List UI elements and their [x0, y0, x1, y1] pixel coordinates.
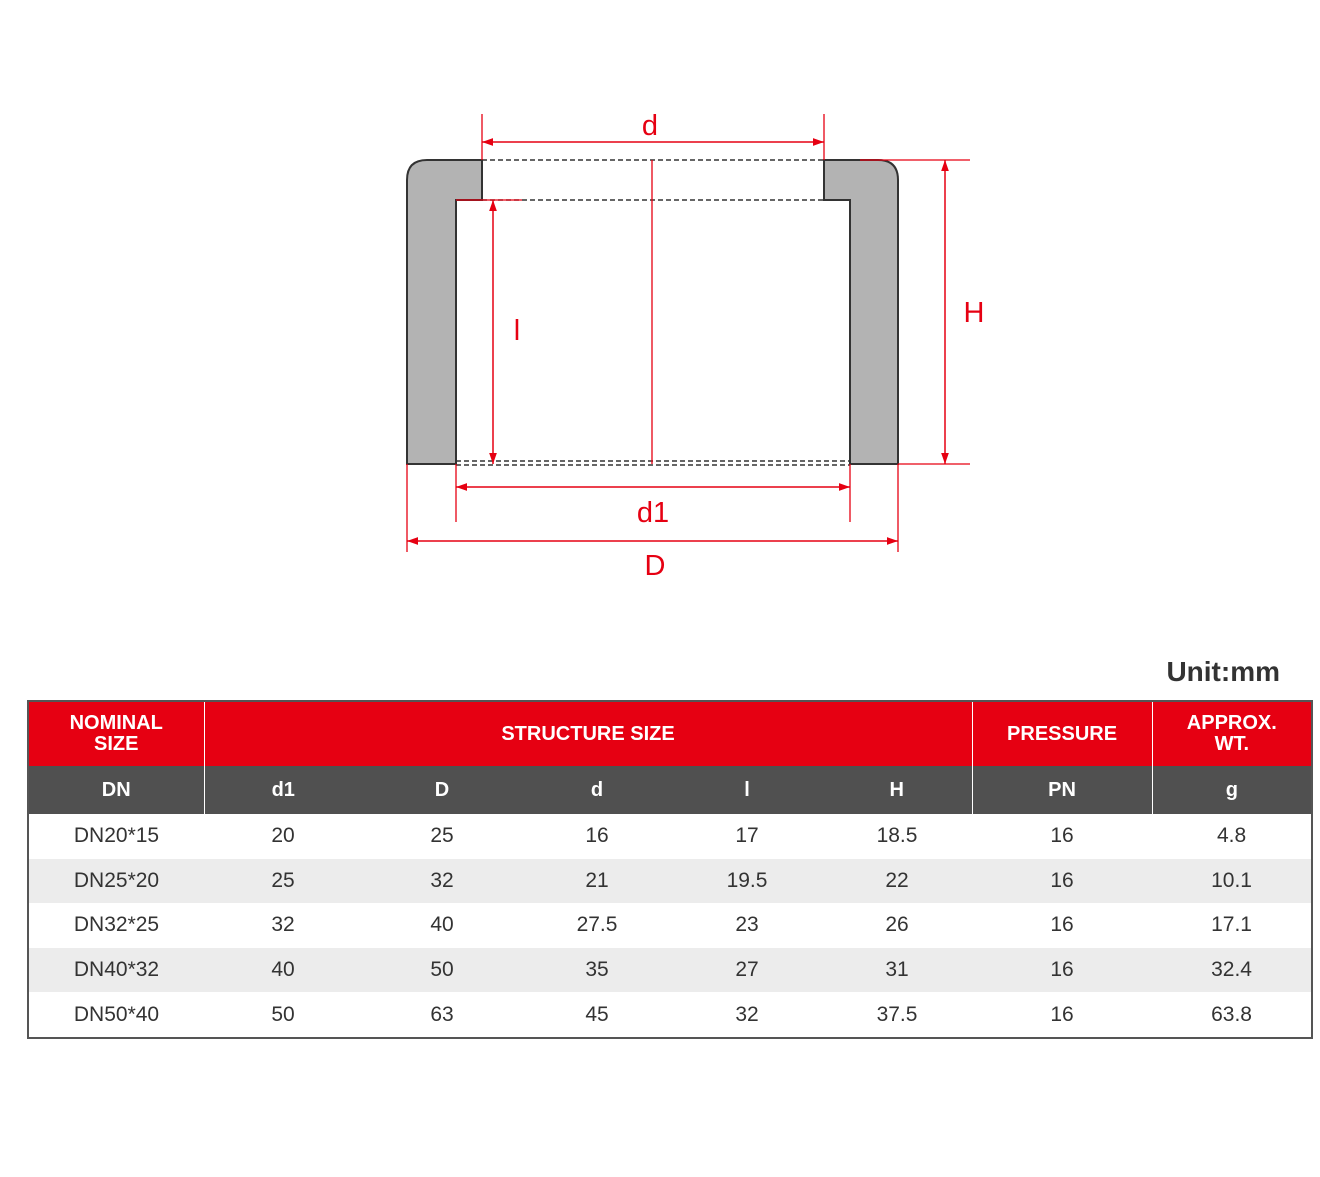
header-pressure: PRESSURE: [972, 701, 1152, 766]
table-cell: 63: [362, 992, 522, 1038]
table-cell: 16: [972, 814, 1152, 859]
label-D: D: [644, 550, 666, 582]
table-cell: 26: [822, 903, 972, 948]
table-cell: 27.5: [522, 903, 672, 948]
table-cell: 35: [522, 948, 672, 993]
header-nominal-size: NOMINAL SIZE: [28, 701, 204, 766]
col-header-D: D: [362, 766, 522, 814]
label-l: l: [513, 315, 521, 347]
table-cell: 23: [672, 903, 822, 948]
col-header-pn: PN: [972, 766, 1152, 814]
table-cell: 32: [672, 992, 822, 1038]
table-cell: 16: [972, 948, 1152, 993]
col-header-g: g: [1152, 766, 1312, 814]
col-header-dn: DN: [28, 766, 204, 814]
hidden-lines: [456, 160, 850, 465]
right-wall: [824, 160, 898, 464]
table-row: [28, 903, 1312, 948]
header-approx-weight: APPROX. WT.: [1152, 701, 1312, 766]
table-cell: 4.8: [1152, 814, 1312, 859]
col-header-d1: d1: [204, 766, 362, 814]
table-cell: 18.5: [822, 814, 972, 859]
col-header-d: d: [522, 766, 672, 814]
table-cell: 63.8: [1152, 992, 1312, 1038]
table-cell: 40: [204, 948, 362, 993]
label-d1: d1: [636, 497, 670, 529]
table-cell: DN20*15: [28, 814, 204, 859]
table-body: [28, 814, 1312, 1038]
table-cell: 17: [672, 814, 822, 859]
table-cell: 16: [972, 992, 1152, 1038]
table-row: [28, 859, 1312, 904]
table-cell: DN25*20: [28, 859, 204, 904]
table-cell: 32.4: [1152, 948, 1312, 993]
table-row: [28, 948, 1312, 993]
table-cell: DN50*40: [28, 992, 204, 1038]
table-cell: 22: [822, 859, 972, 904]
table-cell: 19.5: [672, 859, 822, 904]
col-header-H: H: [822, 766, 972, 814]
table-row: [28, 814, 1312, 859]
table-cell: 40: [362, 903, 522, 948]
table-cell: 21: [522, 859, 672, 904]
left-wall: [407, 160, 482, 464]
table-cell: 25: [362, 814, 522, 859]
table-cell: 16: [522, 814, 672, 859]
table-cell: 10.1: [1152, 859, 1312, 904]
table-cell: 27: [672, 948, 822, 993]
table-cell: DN40*32: [28, 948, 204, 993]
table-cell: 20: [204, 814, 362, 859]
table-cell: 45: [522, 992, 672, 1038]
label-H: H: [963, 297, 985, 329]
header-structure-size: STRUCTURE SIZE: [204, 701, 972, 766]
table-cell: 31: [822, 948, 972, 993]
table-cell: 32: [204, 903, 362, 948]
table-cell: 16: [972, 859, 1152, 904]
table-cell: 17.1: [1152, 903, 1312, 948]
spec-table: [27, 700, 1313, 1039]
table-cell: 37.5: [822, 992, 972, 1038]
table-row: [28, 992, 1312, 1038]
label-d: d: [641, 110, 659, 142]
table-cell: 16: [972, 903, 1152, 948]
group-header-row: [28, 701, 1312, 766]
table-cell: DN32*25: [28, 903, 204, 948]
table-cell: 32: [362, 859, 522, 904]
table-cell: 25: [204, 859, 362, 904]
unit-label: Unit:mm: [1166, 656, 1280, 687]
column-header-row: [28, 766, 1312, 814]
table-cell: 50: [362, 948, 522, 993]
col-header-l: l: [672, 766, 822, 814]
table-cell: 50: [204, 992, 362, 1038]
